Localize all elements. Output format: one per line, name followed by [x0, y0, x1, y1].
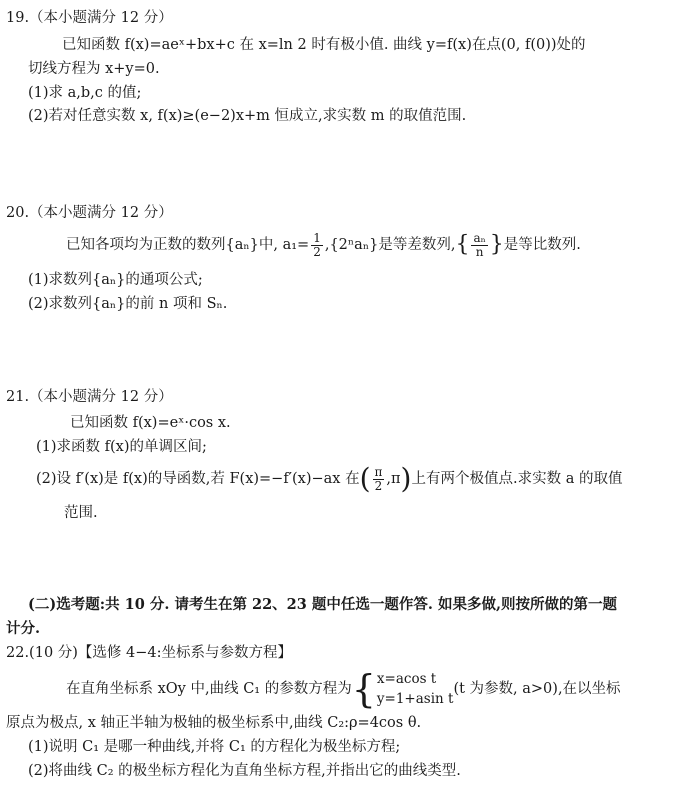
q20-stem — [66, 230, 581, 260]
q20-stem-a: 已知各项均为正数的数列{aₙ}中, a₁= — [66, 237, 310, 253]
q20-fraction-an-n — [471, 232, 487, 259]
q20-fraction-half — [311, 232, 323, 259]
q20-frac2-num: aₙ — [473, 230, 486, 245]
q22-stem-line2: 原点为极点, x 轴正半轴为极轴的极坐标系中,曲线 C₂:ρ=4cos θ. — [6, 715, 422, 731]
q20-part2: (2)求数列{aₙ}的前 n 项和 Sₙ. — [28, 296, 228, 312]
q21-part2-continued: 范围. — [64, 505, 98, 521]
q22-system-brace: { — [351, 667, 376, 711]
q20-stem-b: ,{2ⁿaₙ}是等差数列, — [324, 237, 456, 253]
q20-right-brace: } — [489, 232, 504, 257]
q21-right-paren: ) — [400, 462, 412, 495]
q21-interval-den: 2 — [374, 478, 383, 493]
q22-stem — [66, 668, 621, 710]
q21-left-paren: ( — [359, 462, 371, 495]
q21-interval-end: ,π — [386, 471, 401, 487]
q20-frac1-num: 1 — [313, 230, 321, 245]
q20-frac1-den: 2 — [313, 244, 321, 259]
q21-fraction-pi-over-2 — [373, 466, 385, 493]
q20-stem-c: 是等比数列. — [503, 237, 581, 253]
q19-stem-line2: 切线方程为 x+y=0. — [28, 61, 160, 77]
q22-parametric-system — [377, 669, 454, 709]
q21-part2 — [36, 462, 622, 496]
q20-part1: (1)求数列{aₙ}的通项公式; — [28, 272, 203, 288]
q22-header: 22.(10 分)【选修 4−4:坐标系与参数方程】 — [6, 645, 293, 661]
elective-intro-line2: 计分. — [6, 620, 41, 637]
q19-header: 19.（本小题满分 12 分） — [6, 10, 173, 26]
q19-part1: (1)求 a,b,c 的值; — [28, 85, 142, 101]
q22-part2: (2)将曲线 C₂ 的极坐标方程化为直角坐标方程,并指出它的曲线类型. — [28, 763, 461, 779]
q21-part2-b: 上有两个极值点.求实数 a 的取值 — [411, 471, 623, 487]
q22-part1: (1)说明 C₁ 是哪一种曲线,并将 C₁ 的方程化为极坐标方程; — [28, 739, 401, 755]
elective-intro-line1: (二)选考题:共 10 分. 请考生在第 22、23 题中任选一题作答. 如果多做,则按所做的第一题 — [28, 596, 618, 613]
q21-header: 21.（本小题满分 12 分） — [6, 389, 173, 405]
q19-stem-line1: 已知函数 f(x)=aeˣ+bx+c 在 x=ln 2 时有极小值. 曲线 y=f(x)在点(0, f(0))处的 — [62, 37, 586, 53]
q22-sys-line2: y=1+asin t — [376, 691, 454, 707]
q20-left-brace: { — [455, 232, 470, 257]
q21-part2-a: (2)设 f′(x)是 f(x)的导函数,若 F(x)=−f′(x)−ax 在 — [36, 471, 360, 487]
q22-stem-b: (t 为参数, a>0),在以坐标 — [453, 681, 621, 697]
q22-sys-line1: x=acos t — [376, 671, 437, 687]
q22-stem-a: 在直角坐标系 xOy 中,曲线 C₁ 的参数方程为 — [66, 681, 352, 697]
q21-stem: 已知函数 f(x)=eˣ·cos x. — [70, 415, 231, 431]
q19-part2: (2)若对任意实数 x, f(x)≥(e−2)x+m 恒成立,求实数 m 的取值范围. — [28, 108, 467, 124]
q21-interval-num: π — [374, 464, 383, 479]
q21-part1: (1)求函数 f(x)的单调区间; — [36, 439, 207, 455]
q20-frac2-den: n — [475, 244, 484, 259]
q20-header: 20.（本小题满分 12 分） — [6, 205, 173, 221]
